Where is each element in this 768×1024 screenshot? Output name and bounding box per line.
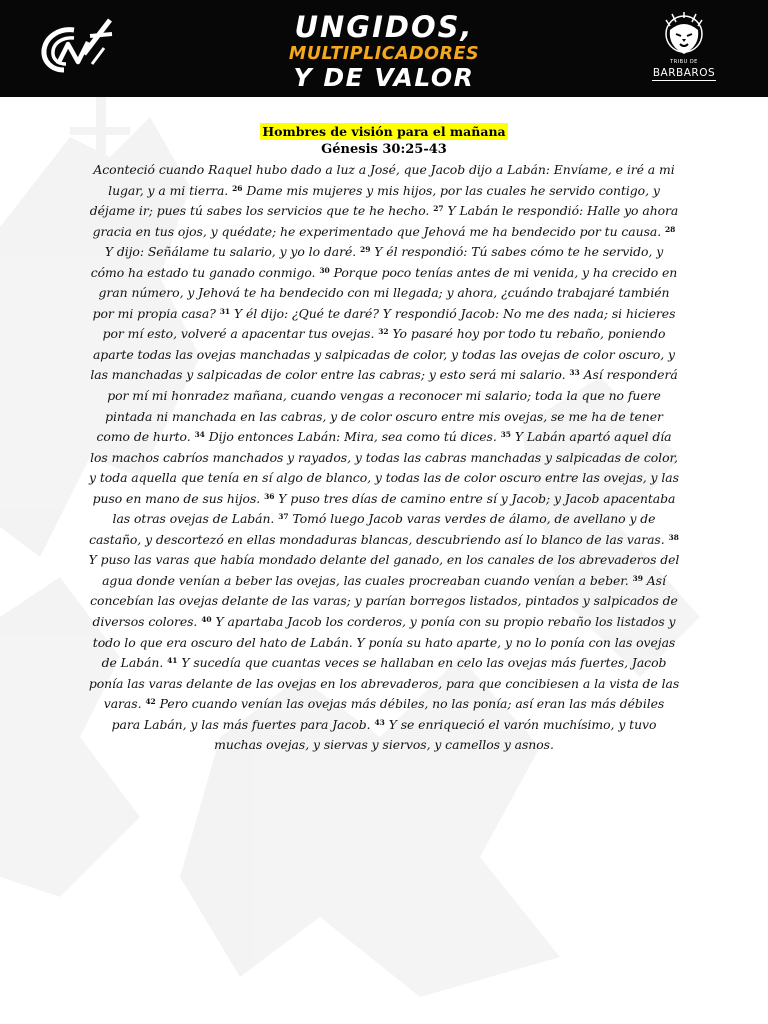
- logo-label: BARBAROS: [652, 67, 716, 79]
- verse-text: Y él respondió: Tú sabes cómo te he servido, y cómo ha estado tu ganado conmigo.: [90, 244, 664, 280]
- verse-text: Y dijo: Señálame tu salario, y yo lo daré.: [104, 244, 357, 260]
- event-title-line3: Y DE VALOR: [293, 63, 475, 92]
- verse-text: Yo pasaré hoy por todo tu rebaño, poniendo aparte todas las ovejas manchadas y salpicadas de color, y todas las ovejas de color oscuro, y las manchadas y salpicadas de color entre las cabras; y esto será mi salario.: [90, 326, 676, 383]
- lion-crest-icon: [652, 12, 716, 60]
- verse-number: 27: [433, 204, 444, 214]
- logo-small-text: TRIBU DE: [670, 59, 698, 65]
- verse-text: Y apartaba Jacob los corderos, y ponía con su propio rebaño los listados y todo lo que era oscuro del hato de Labán. Y ponía su hato aparte, y no lo ponía con las ovejas de Labán.: [92, 614, 676, 671]
- verse-text: Dijo entonces Labán: Mira, sea como tú dices.: [208, 429, 497, 445]
- verse-number: 33: [569, 368, 580, 378]
- scripture-passage: [88, 160, 680, 756]
- verse-text: Dame mis mujeres y mis hijos, por las cuales he servido contigo, y déjame ir; pues tú sabes los servicios que te he hecho.: [89, 182, 660, 219]
- event-title: [250, 10, 518, 92]
- verse-text: Tomó luego Jacob varas verdes de álamo, de avellano y de castaño, y descortezó en ellas mondaduras blancas, descubriendo así lo blanco de las varas.: [89, 511, 665, 547]
- cnt-logo-icon: [38, 18, 114, 78]
- verse-text: Y Labán apartó aquel día los machos cabríos manchados y rayados, y todas las cabras manchadas y salpicadas de color, y toda aquella que tenía en sí algo de blanco, y todas las de color oscuro entre las ovejas, y las puso en mano de sus hijos.: [89, 429, 679, 506]
- verse-number: 40: [201, 615, 212, 625]
- verse-number: 26: [232, 183, 243, 193]
- verse-number: 41: [167, 656, 178, 666]
- event-title-line2: MULTIPLICADORES: [288, 44, 480, 64]
- verse-text: Y puso las varas que había mondado delante del ganado, en los canales de los abrevaderos del agua donde venían a beber las ovejas, las cuales procreaban cuando venían a beber.: [88, 552, 680, 588]
- document-title: Hombres de visión para el mañana: [262, 124, 506, 139]
- verse-text: Pero cuando venían las ovejas más débiles, no las ponía; así eran las más débiles para Labán, y las más fuertes para Jacob.: [111, 696, 665, 732]
- verse-text: Y puso tres días de camino entre sí y Jacob; y Jacob apacentaba las otras ovejas de Labán.: [112, 490, 676, 527]
- verse-number: 35: [500, 430, 511, 440]
- verse-text: Así concebían las ovejas delante de las varas; y parían borregos listados, pintados y salpicados de diversos colores.: [90, 572, 678, 630]
- page-header: [0, 0, 768, 97]
- tribu-barbaros-logo: [652, 12, 716, 86]
- verse-number: 37: [278, 512, 289, 522]
- verse-number: 29: [360, 245, 371, 255]
- verse-number: 36: [264, 491, 275, 501]
- verse-text: Y él dijo: ¿Qué te daré? Y respondió Jacob: No me des nada; si hicieres por mí esto, volveré a apacentar tus ovejas.: [102, 305, 676, 342]
- verse-text: Y Labán le respondió: Halle yo ahora gracia en tus ojos, y quédate; he experimentado que Jehová me ha bendecido por tu causa.: [92, 203, 679, 239]
- verse-number: 31: [219, 306, 231, 316]
- verse-number: 38: [668, 532, 679, 542]
- scripture-reference: Génesis 30:25-43: [321, 142, 447, 157]
- event-title-line1: UNGIDOS,: [294, 10, 474, 44]
- verse-number: 34: [194, 430, 205, 440]
- verse-text: Porque poco tenías antes de mi venida, y ha crecido en gran número, y Jehová te ha bendecido con mi llegada; y ahora, ¿cuándo trabajaré también por mi propia casa?: [92, 264, 678, 321]
- verse-number: 32: [378, 327, 389, 337]
- verse-number: 39: [632, 573, 643, 583]
- verse-text: Así responderá por mí mi honradez mañana, cuando vengas a reconocer mi salario; toda la que no fuere pintada ni manchada en las cabras, y de color oscuro entre mis ovejas, se me ha de tener como de hurto.: [96, 367, 678, 445]
- verse-number: 28: [665, 224, 676, 234]
- verse-text: Y sucedía que cuantas veces se hallaban en celo las ovejas más fuertes, Jacob ponía las varas delante de las ovejas en los abrevaderos, para que concibiesen a la vista de las varas.: [88, 655, 680, 712]
- document-body: [88, 121, 680, 756]
- verse-number: 43: [374, 717, 385, 727]
- verse-number: 30: [319, 265, 330, 275]
- passage-intro: Aconteció cuando Raquel hubo dado a luz a José, que Jacob dijo a Labán: Envíame, e iré a mi lugar, y a mi tierra.: [93, 162, 675, 198]
- verse-text: Y se enriqueció el varón muchísimo, y tuvo muchas ovejas, y siervas y siervos, y camellos y asnos.: [214, 716, 657, 753]
- verse-number: 42: [145, 697, 156, 707]
